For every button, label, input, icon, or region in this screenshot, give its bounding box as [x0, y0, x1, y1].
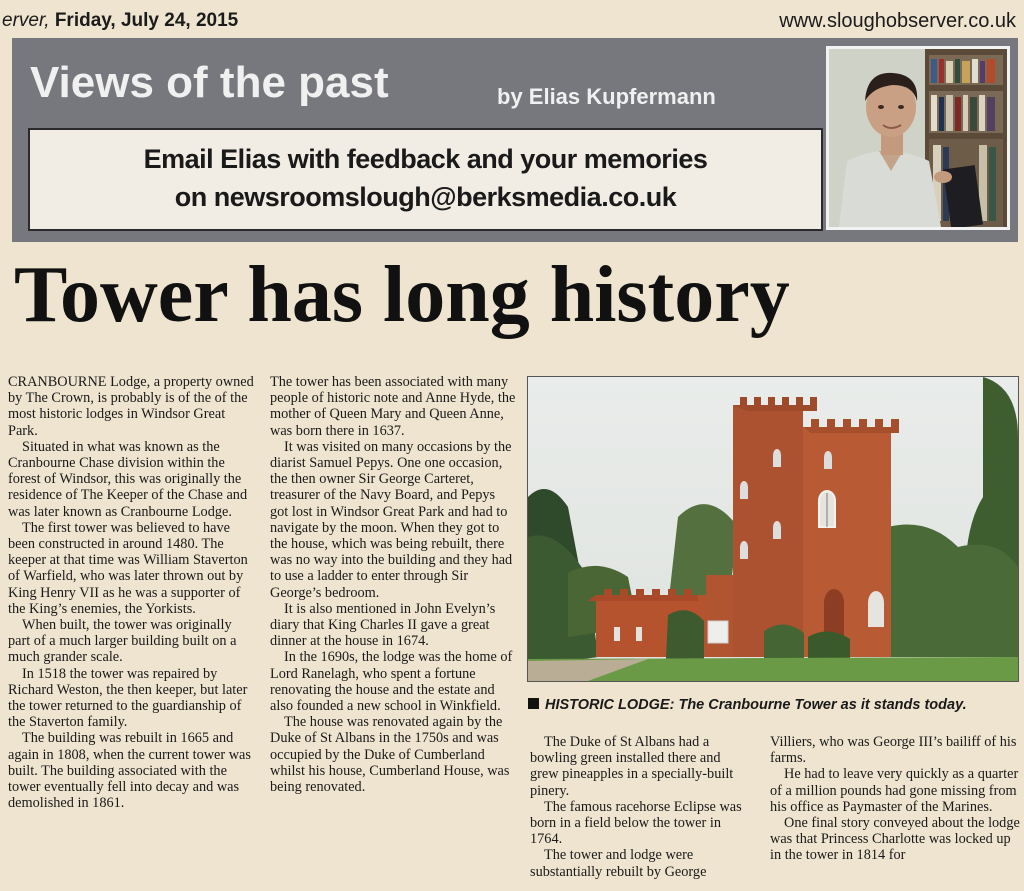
issue-date: Friday, July 24, 2015: [54, 10, 239, 31]
paragraph: The tower and lodge were substantially rebuilt by George: [530, 847, 707, 880]
headline: Tower has long history: [14, 251, 790, 339]
paragraph: When built, the tower was originally part of a much larger building built on a much grander scale.: [8, 617, 237, 666]
feedback-line-1: Email Elias with feedback and your memories: [143, 144, 708, 174]
author-photo: [826, 46, 1010, 230]
cranbourne-tower-illustration: [528, 377, 1018, 681]
feedback-box: [28, 128, 823, 231]
dateline: [2, 10, 238, 32]
page-header: [0, 0, 1024, 42]
article-column-2: [270, 374, 516, 795]
paragraph: It was visited on many occasions by the diarist Samuel Pepys. One one occasion, the then owner Sir George Carteret, treasurer of the Navy Board, and Pepys got lost in Windsor Great Park and had to navigate by the moon. When they got to the house, which was being rebuilt, there was no way into the building and they had to use a ladder to enter through Sir George’s bedroom.: [270, 438, 513, 601]
paragraph: The first tower was believed to have been constructed in around 1480. The keeper at that time was William Staverton of Warfield, who was later thrown out by King Henry VII as he was a supporter of the King’s enemies, the Yorkists.: [8, 519, 248, 617]
paragraph: The famous racehorse Eclipse was born in a field below the tower in 1764.: [530, 798, 742, 848]
caption-bullet-icon: [528, 698, 539, 709]
paragraph: He had to leave very quickly as a quarter of a million pounds had gone missing from his office as Paymaster of the Marines.: [770, 766, 1019, 815]
paragraph: The tower has been associated with many people of historic note and Anne Hyde, the mother of Queen Mary and Queen Anne, was born there in 1637.: [270, 374, 516, 439]
article-column-1: [8, 374, 256, 811]
paragraph: The house was renovated again by the Duke of St Albans in the 1750s and was occupied by the Duke of Cumberland whilst his house, Cumberland House, was being renovated.: [270, 714, 510, 796]
paragraph: CRANBOURNE Lodge, a property owned by The Crown, is probably is of the of the most historic lodges in Windsor Great Park.: [8, 374, 254, 439]
paragraph: In 1518 the tower was repaired by Richard Weston, the then keeper, but later the tower returned to the guardianship of the Staverton family.: [8, 665, 248, 731]
feedback-line-2: on newsroomslough@berksmedia.co.uk: [174, 182, 677, 212]
column-title: Views of the past: [30, 58, 389, 107]
website-url: www.sloughobserver.co.uk: [779, 10, 1016, 32]
photo-caption: [528, 697, 967, 713]
section-fragment: erver,: [2, 10, 50, 31]
author-portrait-illustration: [829, 49, 1007, 227]
article-column-4: [770, 734, 1020, 864]
paragraph: In the 1690s, the lodge was the home of Lord Ranelagh, who spent a fortune renovating the house and the estate and also founded a new school in Winkfield.: [270, 649, 513, 715]
paragraph: Villiers, who was George III’s bailiff of his farms.: [770, 734, 1017, 767]
paragraph: It is also mentioned in John Evelyn’s diary that King Charles II gave a great dinner at the house in 1674.: [270, 600, 496, 650]
caption-text: HISTORIC LODGE: The Cranbourne Tower as it stands today.: [545, 697, 967, 713]
paragraph: The Duke of St Albans had a bowling green installed there and grew pineapples in a specially-built pinery.: [530, 734, 734, 799]
paragraph: The building was rebuilt in 1665 and again in 1808, when the current tower was built. The building associated with the tower eventually fell into decay and was demolished in 1861.: [8, 730, 251, 812]
column-banner: [12, 38, 1018, 242]
tower-photo: [527, 376, 1019, 682]
article-column-3: [530, 734, 752, 880]
byline: by Elias Kupfermann: [497, 84, 716, 109]
paragraph: Situated in what was known as the Cranbourne Chase division within the forest of Windsor, this was originally the residence of The Keeper of the Chase and was later known as Cranbourne Lodge.: [8, 438, 248, 520]
paragraph: One final story conveyed about the lodge was that Princess Charlotte was locked up in the tower in 1814 for: [770, 815, 1020, 864]
